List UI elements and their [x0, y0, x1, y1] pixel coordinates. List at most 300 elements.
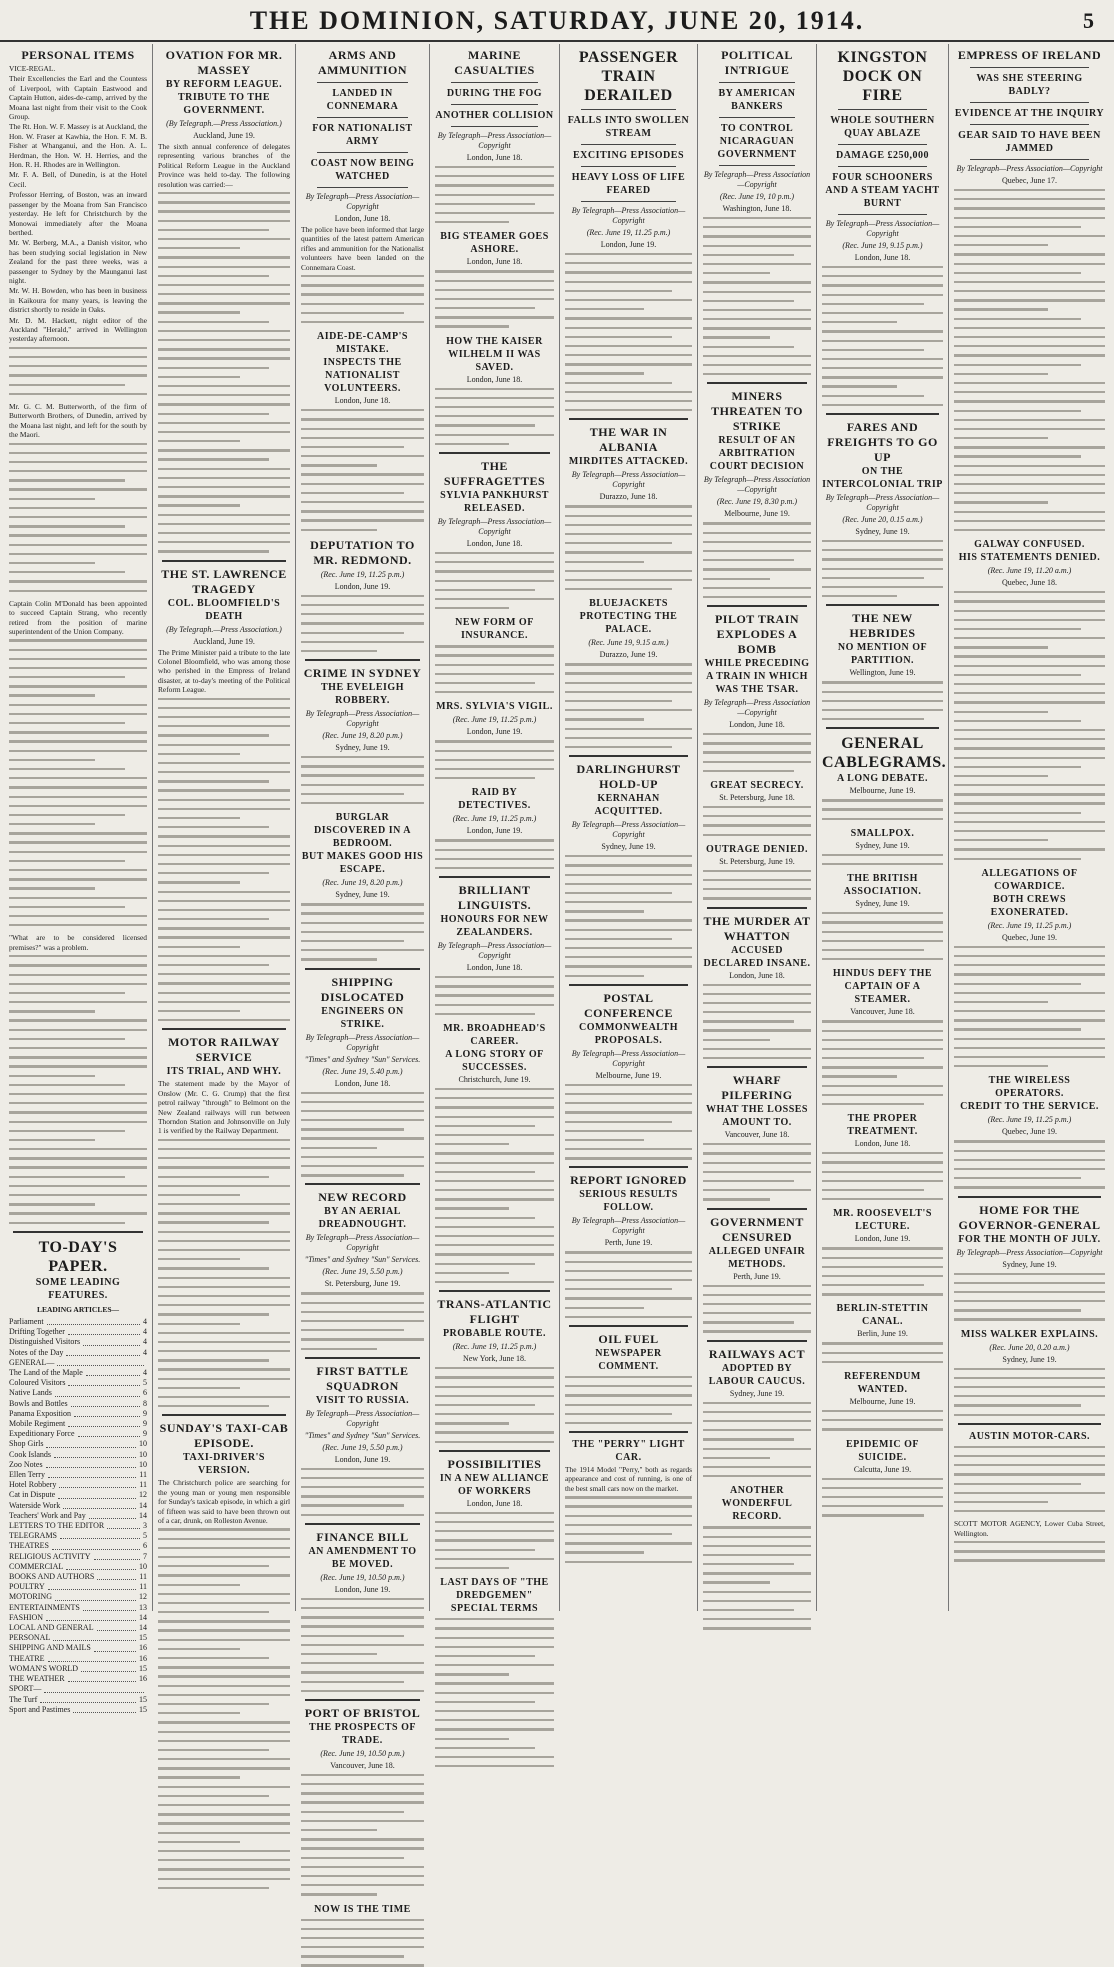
dateline: Vancouver, June 18.	[330, 1760, 395, 1770]
contents-row	[9, 1603, 147, 1613]
column-rule	[569, 755, 688, 757]
text-line	[158, 992, 290, 994]
text-line	[954, 364, 1081, 366]
text-line	[954, 308, 1048, 310]
subheading: THE BRITISH ASSOCIATION.	[843, 873, 922, 898]
text-line	[703, 1627, 811, 1629]
dateline: London, June 18.	[466, 963, 523, 973]
dateline: London, June 19.	[854, 1234, 911, 1244]
column-rule	[970, 124, 1089, 125]
text-line	[703, 568, 811, 570]
subheading: WAS SHE STEERING BADLY?	[976, 73, 1083, 97]
text-line	[954, 235, 1105, 237]
column-rule	[970, 102, 1089, 103]
text-line	[703, 1448, 811, 1450]
text-line	[158, 1249, 290, 1251]
text-line	[822, 1352, 943, 1354]
article-heading: FIRST BATTLE SQUADRON	[316, 1363, 409, 1393]
contents-page: 8	[143, 1398, 147, 1408]
text-line	[9, 571, 125, 573]
text-line	[954, 226, 1081, 228]
text-line	[158, 1804, 290, 1806]
text-line	[301, 1110, 424, 1112]
text-line	[822, 1030, 943, 1032]
column-rule	[162, 1414, 286, 1416]
article-heading: POLITICAL INTRIGUE	[721, 48, 793, 77]
illegible-text-block	[435, 166, 554, 223]
text-line	[954, 1273, 1105, 1275]
column-rule	[305, 1357, 420, 1359]
text-line	[301, 1504, 404, 1506]
dot-leader	[83, 1603, 136, 1611]
contents-page: 3	[143, 1521, 147, 1531]
text-line	[565, 515, 692, 517]
subheading: OUTRAGE DENIED.	[706, 843, 808, 855]
contents-label: COMMERCIAL	[9, 1561, 64, 1571]
telegraph-credit: By Telegraph—Press Association—Copyright	[305, 192, 420, 211]
text-line	[954, 1282, 1105, 1284]
text-line	[565, 1533, 672, 1535]
text-line	[822, 404, 943, 406]
dateline: St. Petersburg, June 19.	[324, 1279, 401, 1289]
contents-label: PERSONAL	[9, 1633, 51, 1643]
body-paragraph: The Rt. Hon. W. F. Massey is at Auckland, the Hon. W. Fraser at Kawhia, the Hon. F. M. B. Fisher at Whanganui, and the Hon. A. L. Herdman, the Hon. W. H. Herries, and the Hon. R. H. Rhodes are in Wellington.	[9, 122, 147, 170]
article-heading: SUNDAY'S TAXI-CAB EPISODE.	[159, 1421, 289, 1451]
text-line	[822, 1514, 924, 1516]
contents-page: 11	[139, 1470, 147, 1480]
telegraph-credit: (Rec. June 19, 8.30 p.m.)	[716, 497, 798, 507]
text-line	[301, 641, 424, 643]
telegraph-credit: By Telegraph—Press Association—Copyright	[305, 1233, 420, 1253]
column-rule	[707, 1340, 807, 1342]
subheading: INSPECTS THE NATIONALIST VOLUNTEERS.	[323, 357, 402, 395]
text-line	[158, 532, 290, 534]
text-line	[822, 284, 943, 286]
contents-row	[9, 1643, 147, 1653]
text-line	[158, 918, 269, 920]
text-line	[565, 1093, 692, 1095]
text-line	[954, 1395, 1105, 1397]
text-line	[158, 817, 240, 819]
dateline: London, June 18.	[466, 374, 523, 384]
contents-row	[9, 1684, 147, 1694]
dot-leader	[68, 1378, 140, 1386]
contents-label: LETTERS TO THE EDITOR	[9, 1521, 105, 1531]
text-line	[435, 270, 554, 272]
text-line	[565, 505, 692, 507]
body-paragraph: Mr. W. Berberg, M.A., a Danish visitor, who has been studying social legislation in New Zealand for the past three weeks, was a passenger to Sydney by the Maunganui last night.	[9, 238, 147, 285]
text-line	[158, 1786, 290, 1788]
text-line	[9, 1157, 147, 1159]
text-line	[9, 768, 125, 770]
text-line	[565, 524, 692, 526]
contents-row	[9, 1562, 147, 1572]
column-rule	[581, 166, 676, 167]
column-rule	[707, 1208, 807, 1210]
text-line	[158, 707, 290, 709]
text-line	[9, 786, 147, 788]
text-line	[565, 372, 644, 374]
column-rule	[826, 727, 939, 729]
text-line	[435, 664, 554, 666]
text-line	[703, 1039, 770, 1041]
illegible-text-block	[565, 1251, 692, 1318]
illegible-text-block	[954, 1368, 1105, 1416]
dateline: Quebec, June 19.	[1001, 1127, 1058, 1137]
text-line	[158, 863, 290, 865]
contents-label: THEATRES	[9, 1541, 49, 1551]
dot-leader	[53, 1633, 136, 1641]
subheading: KERNAHAN ACQUITTED.	[594, 793, 663, 818]
dot-leader	[86, 1368, 140, 1376]
text-line	[565, 883, 692, 885]
subheading: ACCUSED DECLARED INSANE.	[703, 944, 811, 969]
text-line	[435, 1235, 554, 1237]
text-line	[822, 540, 943, 542]
dot-leader	[71, 1399, 140, 1407]
text-line	[158, 1666, 290, 1668]
text-line	[158, 744, 290, 746]
subheading: THE PROPER TREATMENT.	[847, 1113, 918, 1138]
telegraph-credit: (Rec. June 19, 5.40 p.m.)	[322, 1066, 403, 1076]
text-line	[703, 596, 811, 598]
text-line	[822, 558, 943, 560]
column-rule	[707, 907, 807, 909]
illegible-text-block	[954, 1140, 1105, 1188]
illegible-text-block	[9, 639, 147, 926]
text-line	[435, 1386, 554, 1388]
text-line	[565, 327, 692, 329]
illegible-text-block	[301, 1092, 424, 1177]
contents-page: 6	[143, 1541, 147, 1551]
text-line	[954, 1318, 1105, 1320]
text-line	[301, 275, 424, 277]
telegraph-credit: By Telegraph—Press Association—Copyright	[703, 475, 811, 495]
text-line	[565, 1542, 692, 1544]
text-line	[9, 1166, 147, 1168]
text-line	[435, 1189, 554, 1191]
text-line	[158, 955, 290, 957]
text-line	[158, 771, 290, 773]
text-line	[822, 799, 943, 801]
text-line	[822, 1171, 943, 1173]
column-rule	[439, 1450, 550, 1452]
contents-row	[9, 1378, 147, 1388]
text-line	[435, 1431, 554, 1433]
text-line	[435, 598, 554, 600]
text-line	[435, 1673, 509, 1675]
text-line	[301, 446, 404, 448]
text-line	[435, 1710, 554, 1712]
text-line	[9, 897, 147, 899]
body-paragraph: "What are to be considered licensed premises?" was a problem.	[9, 933, 147, 952]
illegible-text-block	[822, 540, 943, 597]
text-line	[435, 307, 535, 309]
subheading: VISIT TO RUSSIA.	[315, 1394, 410, 1406]
dot-leader	[73, 1705, 136, 1713]
text-line	[9, 1185, 147, 1187]
text-line	[158, 1001, 290, 1003]
article-columns	[4, 44, 1110, 1915]
text-line	[9, 658, 147, 660]
text-line	[435, 443, 509, 445]
illegible-text-block	[9, 443, 147, 592]
contents-row	[9, 1633, 147, 1643]
text-line	[158, 1185, 290, 1187]
text-line	[435, 673, 554, 675]
text-line	[954, 983, 1081, 985]
text-line	[301, 958, 377, 960]
contents-page: 15	[139, 1704, 147, 1714]
text-line	[301, 1847, 424, 1849]
text-line	[158, 799, 290, 801]
text-line	[158, 845, 290, 847]
illegible-text-block	[703, 1402, 811, 1478]
dateline: Wellington, June 19.	[849, 668, 916, 678]
text-line	[435, 1719, 554, 1721]
illegible-text-block	[703, 733, 811, 772]
dot-leader	[48, 1654, 136, 1662]
telegraph-credit: (Rec. June 19, 11.25 p.m.)	[452, 814, 537, 824]
illegible-text-block	[954, 1541, 1105, 1562]
text-line	[703, 578, 770, 580]
illegible-text-block	[703, 1285, 811, 1333]
text-line	[435, 1567, 509, 1569]
text-line	[9, 1001, 147, 1003]
telegraph-credit: (Rec. June 19, 10 p.m.)	[719, 192, 795, 201]
text-line	[158, 449, 290, 451]
text-line	[158, 523, 290, 525]
text-line	[158, 1396, 290, 1398]
subheading: RESULT OF AN ARBITRATION COURT DECISION	[709, 435, 805, 473]
text-line	[158, 504, 240, 506]
text-line	[703, 1536, 811, 1538]
text-line	[9, 525, 125, 527]
body-paragraph: The sixth annual conference of delegates representing various branches of the Political Reform League in the Auckland Province was held to-day. The following resolution was carried:—	[158, 142, 290, 189]
article-heading: ARMS AND AMMUNITION	[318, 48, 407, 77]
text-line	[9, 544, 147, 546]
text-line	[435, 1738, 509, 1740]
text-line	[9, 393, 147, 395]
text-line	[954, 446, 1105, 448]
text-line	[954, 373, 1048, 375]
text-line	[158, 1639, 290, 1641]
text-line	[703, 1057, 811, 1059]
text-line	[435, 1395, 554, 1397]
text-line	[954, 336, 1105, 338]
illegible-text-block	[703, 870, 811, 900]
column-rule	[569, 1431, 688, 1433]
text-line	[954, 591, 1105, 593]
text-line	[158, 936, 290, 938]
text-line	[9, 1102, 147, 1104]
text-line	[703, 1609, 794, 1611]
text-line	[954, 189, 1105, 191]
body-paragraph: Mr. G. C. M. Butterworth, of the firm of Butterworth Brothers, of Dunedin, arrived by the Moana last night, and left for the south by the Maori.	[9, 401, 147, 440]
subheading: MR. ROOSEVELT'S LECTURE.	[833, 1208, 932, 1233]
text-line	[158, 284, 290, 286]
text-line	[158, 1277, 290, 1279]
illegible-text-block	[435, 1367, 554, 1443]
text-line	[435, 1226, 554, 1228]
subheading: LAST DAYS OF "THE DREDGEMEN" SPECIAL TERMS	[440, 1577, 549, 1615]
text-line	[703, 993, 811, 995]
text-line	[954, 290, 1105, 292]
dateline: London, June 18.	[466, 153, 523, 162]
dateline: Sydney, June 19.	[335, 743, 390, 753]
text-line	[9, 841, 147, 843]
text-line	[435, 1244, 554, 1246]
text-line	[9, 562, 95, 564]
text-line	[158, 458, 269, 460]
text-line	[565, 1148, 692, 1150]
text-line	[565, 700, 672, 702]
text-line	[158, 826, 269, 828]
text-line	[703, 1618, 811, 1620]
illegible-text-block	[9, 347, 147, 395]
text-line	[822, 266, 943, 268]
text-line	[565, 1515, 692, 1517]
illegible-text-block	[822, 1020, 943, 1105]
text-line	[435, 434, 554, 436]
text-line	[435, 280, 554, 282]
contents-page: 14	[139, 1623, 147, 1633]
article-heading: BRILLIANT LINGUISTS.	[457, 883, 532, 913]
contents-label: LOCAL AND GENERAL	[9, 1623, 94, 1633]
text-line	[703, 1554, 811, 1556]
text-line	[703, 235, 811, 237]
contents-row	[9, 1695, 147, 1705]
text-line	[158, 348, 290, 350]
contents-row	[9, 1429, 147, 1439]
text-line	[435, 1281, 554, 1283]
telegraph-credit: (Rec. June 19, 11.20 a.m.)	[987, 566, 1072, 576]
text-line	[9, 1019, 147, 1021]
column-rule	[439, 876, 550, 878]
dot-leader	[97, 1572, 136, 1580]
text-line	[9, 479, 125, 481]
dot-leader	[40, 1695, 136, 1703]
text-line	[703, 226, 811, 228]
contents-page: 10	[139, 1561, 147, 1571]
column-rule	[838, 166, 927, 167]
text-line	[565, 551, 692, 553]
article-heading: HOME FOR THE GOVERNOR-GENERAL	[958, 1202, 1101, 1232]
text-line	[158, 1868, 290, 1870]
text-line	[158, 495, 290, 497]
text-line	[158, 1859, 290, 1861]
contents-row	[9, 1368, 147, 1378]
telegraph-credit: (Rec. June 19, 11.25 p.m.)	[320, 569, 405, 579]
text-line	[158, 1629, 290, 1631]
text-line	[822, 681, 943, 683]
article-heading: POSTAL CONFERENCE	[583, 990, 673, 1020]
subheading: SYLVIA PANKHURST RELEASED.	[440, 489, 549, 514]
contents-row	[9, 1654, 147, 1664]
text-line	[703, 1189, 811, 1191]
text-line	[565, 1404, 692, 1406]
text-line	[435, 1664, 554, 1666]
article-heading: PORT OF BRISTOL	[304, 1705, 421, 1720]
contents-page: 4	[143, 1368, 147, 1377]
dot-leader	[68, 1674, 136, 1682]
article-heading: DEPUTATION TO MR. REDMOND.	[310, 537, 415, 567]
masthead	[0, 0, 1114, 42]
text-line	[301, 1801, 424, 1803]
text-line	[158, 311, 240, 313]
text-line	[954, 1377, 1105, 1379]
text-line	[822, 1275, 943, 1277]
text-line	[9, 374, 147, 376]
text-line	[301, 1946, 424, 1948]
illegible-text-block	[822, 912, 943, 960]
text-line	[822, 275, 943, 277]
text-line	[158, 1295, 290, 1297]
contents-label: SHIPPING AND MAILS	[9, 1643, 91, 1653]
text-line	[301, 1893, 377, 1895]
text-line	[158, 1731, 290, 1733]
text-line	[703, 1002, 811, 1004]
text-line	[435, 1692, 554, 1694]
text-line	[703, 217, 811, 219]
dateline: Sydney, June 19.	[1002, 1259, 1057, 1269]
text-line	[158, 1685, 290, 1687]
illegible-text-block	[435, 1618, 554, 1767]
subheading: NO MENTION OF PARTITION.	[837, 642, 928, 667]
column-rule	[838, 214, 927, 215]
news-column	[560, 44, 698, 1611]
subheading: HEAVY LOSS OF LIFE FEARED	[571, 172, 686, 196]
telegraph-credit: By Telegraph—Press Association—Copyright	[956, 164, 1103, 173]
illegible-text-block	[565, 1496, 692, 1563]
text-line	[703, 1171, 811, 1173]
text-line	[158, 891, 290, 893]
subheading: NEW FORM OF INSURANCE.	[455, 617, 534, 642]
contents-page: 10	[139, 1459, 147, 1469]
column-rule	[838, 109, 927, 110]
text-line	[565, 1251, 692, 1253]
dateline: Melbourne, June 19.	[849, 786, 916, 796]
text-line	[9, 1010, 95, 1012]
text-line	[703, 870, 811, 872]
dateline: London, June 19.	[334, 1584, 391, 1594]
subheading: ADOPTED BY LABOUR CAUCUS.	[708, 1362, 806, 1387]
column-rule	[305, 1699, 420, 1701]
subheading: BLUEJACKETS PROTECTING THE PALACE.	[579, 598, 678, 636]
text-line	[822, 1075, 897, 1077]
illegible-text-block	[158, 1528, 290, 1889]
text-line	[435, 994, 554, 996]
text-line	[822, 367, 943, 369]
text-line	[158, 1712, 240, 1714]
column-rule	[719, 165, 795, 166]
contents-row	[9, 1348, 147, 1358]
text-line	[703, 1180, 794, 1182]
telegraph-credit: (Rec. June 19, 8.20 p.m.)	[322, 731, 403, 741]
contents-label: Waterside Work	[9, 1500, 61, 1510]
contents-page: 5	[143, 1378, 147, 1388]
text-line	[301, 1092, 424, 1094]
text-line	[435, 1097, 554, 1099]
text-line	[435, 1530, 554, 1532]
illegible-text-block	[703, 1526, 811, 1629]
text-line	[822, 1478, 943, 1480]
text-line	[822, 1198, 943, 1200]
text-line	[703, 806, 811, 808]
text-line	[954, 674, 1081, 676]
illegible-text-block	[435, 645, 554, 693]
text-line	[9, 860, 125, 862]
